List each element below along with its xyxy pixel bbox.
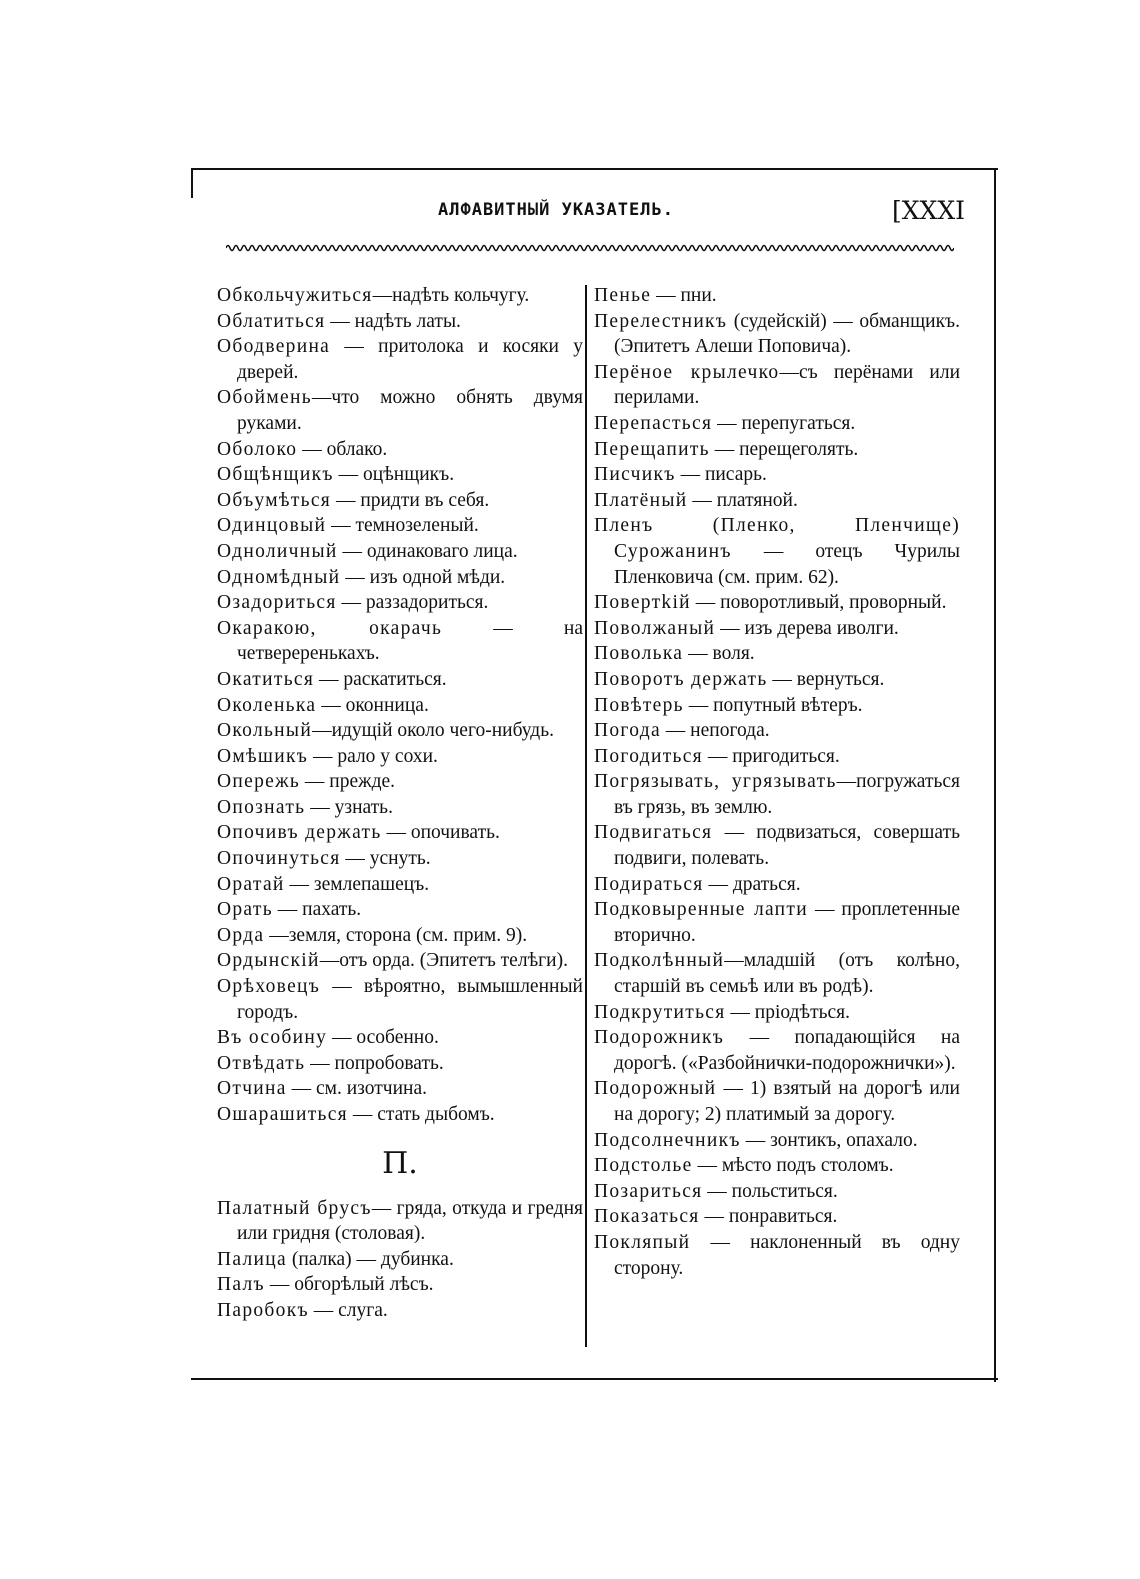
index-entry (217, 744, 583, 770)
index-entry (217, 616, 583, 667)
entry-term: Подковыренные лапти (594, 899, 808, 921)
index-entry (217, 513, 583, 539)
index-entry (217, 1272, 583, 1298)
index-entry (217, 385, 583, 436)
entry-term: Озадориться (217, 592, 337, 614)
index-entry (594, 897, 960, 948)
entry-definition: — раскатиться. (314, 668, 447, 690)
entry-definition: —что можно обнять двумя руками. (237, 387, 583, 434)
entry-definition: (палка) — дубинка. (286, 1248, 454, 1270)
entry-term: Перёное крылечко (594, 361, 780, 383)
index-entry (594, 1076, 960, 1127)
entry-definition: — обгорѣлый лѣсъ. (264, 1274, 434, 1296)
index-entry (594, 411, 960, 437)
index-entry (217, 897, 583, 923)
entry-definition: — пни. (651, 285, 717, 306)
entry-term: Отчина (217, 1078, 287, 1100)
page-number: [XXXI (891, 196, 965, 225)
index-entry (594, 309, 960, 360)
wavy-ornament-rule (226, 242, 954, 254)
index-entry (217, 565, 583, 591)
index-entry (217, 437, 583, 463)
entry-term: Пенье (594, 285, 652, 306)
entry-term: Обоймень (217, 387, 312, 409)
entry-term: Поворотъ держать (594, 668, 768, 690)
index-entry (594, 616, 960, 642)
index-entry (217, 1102, 583, 1128)
entry-term: Околенька (217, 694, 317, 716)
index-entry (217, 1051, 583, 1077)
entry-definition: — 1) взятый на дорогѣ или на дорогу; 2) платимый за дорогу. (614, 1078, 960, 1125)
entry-term: Подираться (594, 873, 704, 895)
entry-term: Паробокъ (217, 1299, 309, 1321)
index-entry (594, 820, 960, 871)
entry-definition: —земля, сторона (см. прим. 9). (264, 924, 528, 946)
entry-term: Покляпый (594, 1231, 691, 1253)
left-column (217, 283, 583, 1324)
entry-term: Палица (217, 1248, 287, 1270)
index-entry (217, 846, 583, 872)
column-divider (585, 285, 587, 1347)
entry-term: Окольный (217, 720, 313, 742)
entry-definition: — темнозеленый. (326, 515, 479, 537)
entry-term: Повертkій (594, 592, 691, 614)
entry-term: Опочинуться (217, 848, 341, 870)
entry-term: Орать (217, 899, 273, 921)
index-entry (594, 718, 960, 744)
entries-p-continued (594, 283, 960, 1281)
index-entry (594, 769, 960, 820)
entry-term: Оболоко (217, 438, 298, 460)
header-title: АЛФАВИТНЫЙ УКАЗАТЕЛЬ. (438, 200, 674, 220)
left-rule-stub (191, 168, 193, 198)
right-rule (994, 168, 996, 1382)
entry-definition: — узнать. (305, 796, 393, 818)
entries-p (217, 1196, 583, 1324)
entry-term: Палатный брусъ (217, 1197, 372, 1219)
entry-term: Погода (594, 720, 661, 742)
bottom-rule (191, 1378, 998, 1380)
entry-term: Погрязывать, угрязывать (594, 771, 837, 793)
entry-definition: — надѣть латы. (325, 310, 461, 332)
entry-definition: — драться. (703, 873, 801, 895)
entry-definition: — стать дыбомъ. (347, 1104, 495, 1125)
entry-term: Опережь (217, 771, 301, 793)
top-rule (191, 168, 998, 170)
entry-term: Подвигаться (594, 822, 713, 844)
entry-definition: — подвизаться, совершать подвиги, полевать. (614, 822, 960, 870)
section-letter-p: П. (382, 1145, 418, 1181)
entry-term: Окатиться (217, 668, 315, 690)
entry-definition: — придти въ себя. (331, 489, 490, 511)
index-entry (217, 1076, 583, 1102)
entry-definition: (судейскій) — обманщикъ. (Эпитетъ Алеши Поповича). (614, 310, 960, 358)
entry-definition: — землепашецъ. (284, 873, 430, 895)
entry-term: Платёный (594, 489, 688, 511)
index-entry (594, 488, 960, 514)
index-entry (217, 693, 583, 719)
index-entry (217, 309, 583, 335)
entry-definition: — гряда, откуда и гредня или гридня (столовая). (237, 1197, 583, 1245)
index-entry (217, 795, 583, 821)
entry-definition: — на четвереренькахъ. (237, 617, 583, 665)
index-entry (217, 590, 583, 616)
entry-definition: — воля. (683, 643, 755, 665)
entry-term: Перелестникъ (594, 310, 728, 332)
entry-term: Общѣнщикъ (217, 464, 334, 486)
index-entry (217, 1298, 583, 1324)
entry-definition: —съ перёнами или перилами. (614, 361, 961, 409)
entry-definition: —надѣть кольчугу. (372, 285, 530, 306)
entry-term: Орѣховецъ (217, 976, 321, 998)
entry-definition: — рало у сохи. (308, 745, 438, 767)
index-entry (594, 462, 960, 488)
entry-term: Ошарашиться (217, 1104, 348, 1125)
entry-term: Подколѣнный (594, 950, 725, 972)
entry-term: Поволжаный (594, 617, 716, 639)
entry-definition: — понравиться. (699, 1206, 838, 1228)
entry-term: Ордынскій (217, 950, 320, 972)
index-entry (217, 283, 583, 309)
index-entry (594, 948, 960, 999)
entry-term: Подорожный (594, 1078, 717, 1100)
index-entry (217, 948, 583, 974)
entry-term: Повѣтерь (594, 694, 684, 716)
index-entry (594, 1179, 960, 1205)
entry-definition: — пахать. (272, 899, 362, 921)
entry-term: Подкрутиться (594, 1001, 726, 1023)
entry-definition: — изъ дерева иволги. (715, 617, 899, 639)
entry-definition: — непогода. (660, 720, 770, 742)
entry-definition: —отъ орда. (Эпитетъ телѣги). (319, 950, 568, 972)
entry-definition: — польститься. (702, 1180, 838, 1202)
entry-term: Омѣшикъ (217, 745, 309, 767)
entry-term: Опознать (217, 796, 306, 818)
index-entry (594, 437, 960, 463)
entry-definition: — слуга. (308, 1299, 388, 1321)
index-entry (594, 872, 960, 898)
entry-term: Писчикъ (594, 464, 676, 486)
entry-definition: — поворотливый, проворный. (690, 592, 947, 614)
entry-term: Пленъ (Пленко, Пленчище) Сурожанинъ (594, 515, 960, 562)
index-entry (217, 1196, 583, 1247)
entry-term: Перещапить (594, 438, 710, 460)
entry-term: Показаться (594, 1206, 700, 1228)
index-entry (217, 1025, 583, 1051)
index-entry (217, 334, 583, 385)
entry-definition: — попутный вѣтеръ. (683, 694, 863, 716)
index-entry (217, 488, 583, 514)
index-entry (217, 974, 583, 1025)
entry-definition: — проплетенные вторично. (614, 899, 960, 946)
index-entry (217, 872, 583, 898)
entry-term: Въ особину (217, 1027, 328, 1049)
index-entry (594, 360, 960, 411)
entry-definition: — платяной. (687, 489, 798, 511)
entry-term: Ободверина (217, 336, 331, 358)
entry-definition: — уснуть. (340, 848, 431, 870)
index-entry (217, 539, 583, 565)
right-column (594, 283, 960, 1281)
entry-term: Оратай (217, 873, 285, 895)
index-entry (594, 283, 960, 309)
entry-definition: — писарь. (675, 464, 767, 486)
entry-definition: — перещеголять. (709, 438, 859, 460)
index-entry (217, 718, 583, 744)
index-entry (217, 820, 583, 846)
entry-term: Подстолье (594, 1155, 693, 1177)
entry-term: Объумѣться (217, 489, 332, 511)
entry-definition: — наклоненный въ одну сторону. (614, 1231, 960, 1279)
entry-definition: — вѣроятно, вымышленный городъ. (237, 976, 583, 1023)
index-entry (594, 1128, 960, 1154)
entry-term: Одноличный (217, 540, 338, 562)
entry-definition: — пріодѣться. (725, 1001, 850, 1023)
entry-definition: — опочивать. (381, 822, 500, 844)
index-entry (217, 769, 583, 795)
entry-definition: —младшій (отъ колѣно, старшій въ семьѣ или въ родѣ). (614, 950, 960, 998)
entry-definition: — перепугаться. (712, 412, 856, 434)
entry-definition: — оцѣнщикъ. (333, 464, 455, 486)
entry-definition: — отецъ Чурилы Пленковича (см. прим. 62). (614, 540, 960, 588)
index-entry (594, 513, 960, 590)
index-entry (217, 462, 583, 488)
entry-definition: — зонтикъ, опахало. (740, 1129, 918, 1151)
entry-definition: — вернуться. (767, 668, 885, 690)
index-entry (594, 1153, 960, 1179)
entry-term: Подсолнечникъ (594, 1129, 741, 1151)
entry-definition: — одинаковаго лица. (337, 540, 518, 562)
entry-definition: — прежде. (300, 771, 396, 793)
index-entry (594, 693, 960, 719)
running-header (220, 196, 965, 232)
index-entry (594, 1000, 960, 1026)
entry-term: Погодиться (594, 745, 703, 767)
entry-term: Подорожникъ (594, 1027, 725, 1049)
index-entry (594, 1230, 960, 1281)
entry-term: Поволька (594, 643, 684, 665)
entry-definition: — оконница. (316, 694, 429, 716)
entry-term: Палъ (217, 1274, 265, 1296)
index-entry (594, 744, 960, 770)
entry-definition: — раззадориться. (336, 592, 489, 614)
index-entry (594, 667, 960, 693)
entry-definition: — см. изотчина. (286, 1078, 427, 1100)
entry-definition: —идущій около чего-нибудь. (312, 720, 554, 742)
index-entry (594, 590, 960, 616)
entry-definition: — пригодиться. (702, 745, 840, 767)
index-entry (594, 1025, 960, 1076)
entry-definition: —погружаться въ грязь, въ землю. (614, 771, 960, 818)
index-entry (594, 641, 960, 667)
entry-definition: — изъ одной мѣди. (340, 566, 506, 588)
entry-definition: — мѣсто подъ столомъ. (692, 1155, 894, 1177)
entry-term: Одномѣдный (217, 566, 341, 588)
entry-term: Одинцовый (217, 515, 327, 537)
entry-term: Опочивъ держать (217, 822, 382, 844)
index-entry (217, 923, 583, 949)
index-entry (217, 667, 583, 693)
entry-term: Отвѣдать (217, 1052, 306, 1074)
entry-definition: — облако. (297, 438, 388, 460)
entry-definition: — попробовать. (305, 1052, 444, 1074)
entry-term: Орда (217, 924, 265, 946)
entry-term: Окаракою, окарачь (217, 617, 443, 639)
entry-definition: — притолока и косяки у дверей. (237, 336, 583, 383)
entries-o (217, 283, 583, 1128)
entry-term: Перепасться (594, 412, 713, 434)
entry-definition: — особенно. (327, 1027, 439, 1049)
entry-term: Обкольчужиться (217, 285, 373, 306)
index-entry (594, 1204, 960, 1230)
entry-term: Облатиться (217, 310, 326, 332)
entry-term: Позариться (594, 1180, 703, 1202)
index-entry (217, 1247, 583, 1273)
entry-definition: — попадающійся на дорогѣ. («Разбойнички-подорожнички»). (614, 1027, 960, 1074)
